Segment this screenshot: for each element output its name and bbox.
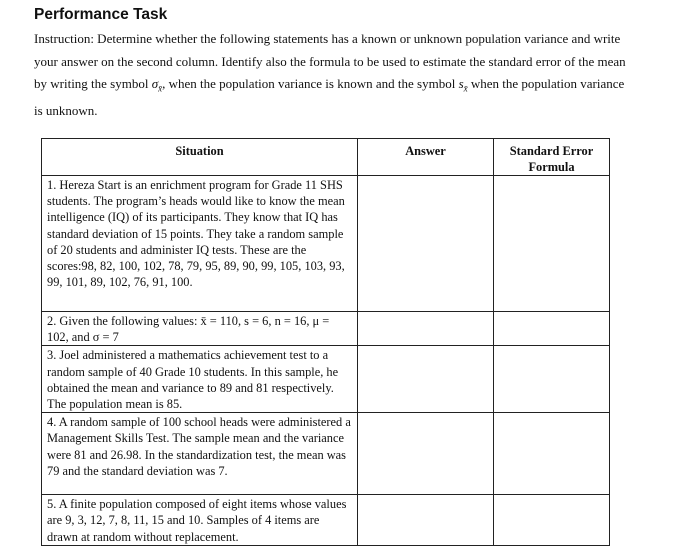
- answer-cell[interactable]: [358, 495, 494, 546]
- formula-cell[interactable]: [494, 495, 610, 546]
- table-row: [42, 312, 610, 346]
- situation-cell: 2. Given the following values: x̄ = 110, s = 6, n = 16, μ = 102, and σ = 7: [42, 312, 358, 346]
- answer-cell[interactable]: [358, 312, 494, 346]
- header-answer: Answer: [358, 139, 494, 176]
- answer-cell[interactable]: [358, 346, 494, 413]
- answer-cell[interactable]: [358, 176, 494, 312]
- situation-cell: 3. Joel administered a mathematics achievement test to a random sample of 40 Grade 10 students. In this sample, he obtained the mean and variance to 89 and 81 respectively. The population mean is 85.: [42, 346, 358, 413]
- instruction-part-1: Instruction: Determine whether the following statements has a known or unknown population variance and write your answer on the second column. Identify also the formula to be used to estimate the standard error of the mean by writing the symbol: [34, 31, 626, 91]
- page-title: Performance Task: [34, 6, 168, 23]
- table-row: [42, 346, 610, 413]
- table-row: [42, 413, 610, 495]
- table-row: [42, 176, 610, 312]
- instruction-part-2: , when the population variance is known and the symbol: [162, 76, 456, 91]
- situation-cell: 1. Hereza Start is an enrichment program for Grade 11 SHS students. The program’s heads would like to know the mean intelligence (IQ) of its participants. They know that IQ has standard deviation of 15 points. They take a random sample of 20 students and administer IQ tests. These are the scores:98, 82, 100, 102, 78, 79, 95, 89, 90, 99, 105, 103, 93, 99, 101, 89, 102, 76, 91, 100.: [42, 176, 358, 312]
- formula-cell[interactable]: [494, 176, 610, 312]
- table-row: [42, 495, 610, 546]
- answer-cell[interactable]: [358, 413, 494, 495]
- formula-cell[interactable]: [494, 312, 610, 346]
- formula-cell[interactable]: [494, 413, 610, 495]
- header-standard-error-formula: Standard Error Formula: [494, 139, 610, 176]
- performance-task-table: [41, 138, 610, 546]
- situation-cell: 5. A finite population composed of eight items whose values are 9, 3, 12, 7, 8, 11, 15 and 10. Samples of 4 items are drawn at random without replacement.: [42, 495, 358, 546]
- s-xbar-symbol: $s_{x̄}$: [458, 76, 468, 94]
- situation-cell: 4. A random sample of 100 school heads were administered a Management Skills Test. The sample mean and the variance were 81 and 26.98. In the standardization test, the mean was 79 and the standard deviation was 7.: [42, 413, 358, 495]
- table-header-row: [42, 139, 610, 176]
- header-situation: Situation: [42, 139, 358, 176]
- sigma-xbar-symbol: $\sigma_{x̄}$: [151, 76, 163, 94]
- instruction-text: [34, 28, 634, 123]
- instruction-part-3: when the population variance is unknown.: [34, 76, 625, 119]
- formula-cell[interactable]: [494, 346, 610, 413]
